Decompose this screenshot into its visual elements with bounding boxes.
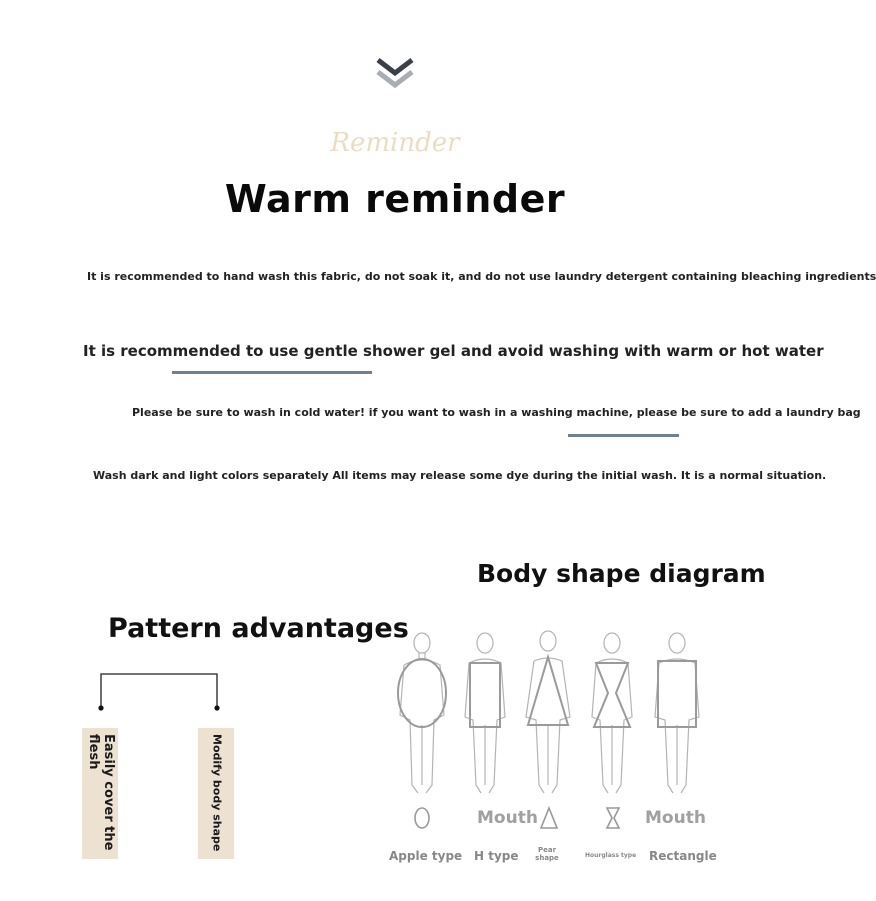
pattern-tag: [198, 728, 234, 859]
pattern-tag-label: Modify body shape: [210, 734, 224, 852]
bracket-connector: [95, 670, 225, 715]
shape-label-h: H type: [474, 849, 519, 863]
rectangle-figure: [655, 633, 699, 793]
shape-label-apple: Apple type: [389, 849, 463, 863]
h-type-figure: [465, 633, 505, 793]
pattern-tag: [82, 728, 118, 859]
body-figures-illustration: [388, 625, 718, 800]
pattern-heading: Pattern advantages: [108, 613, 409, 644]
reminder-line-4: Wash dark and light colors separately All items may release some dye during the initial wash. It is a normal situation.: [93, 469, 827, 482]
body-shape-heading: Body shape diagram: [477, 559, 766, 588]
shape-symbol-text: Mouth: [645, 808, 706, 828]
triangle-shape-icon: [539, 806, 559, 830]
shape-label-pear: Pear shape: [535, 846, 559, 862]
oval-shape-icon: [412, 805, 432, 831]
hourglass-figure: [592, 633, 632, 793]
reminder-script-title: Reminder: [330, 128, 460, 158]
shape-label-hourglass: Hourglass type: [585, 852, 637, 859]
pattern-tag-label: Easily cover the flesh: [86, 734, 116, 851]
double-chevron-down-icon: [375, 55, 415, 91]
page-title: Warm reminder: [224, 177, 566, 221]
underline-decoration: [172, 371, 372, 374]
pear-figure: [526, 631, 570, 793]
reminder-line-1: It is recommended to hand wash this fabric, do not soak it, and do not use laundry detergent containing bleaching ingredients: [87, 270, 876, 283]
shape-symbol-text: Mouth: [477, 808, 538, 828]
shape-label-rectangle: Rectangle: [649, 849, 717, 863]
reminder-line-3: Please be sure to wash in cold water! if you want to wash in a washing machine, please be sure to add a laundry bag: [132, 406, 861, 419]
apple-figure: [398, 633, 446, 793]
hourglass-shape-icon: [603, 805, 623, 831]
reminder-line-2: It is recommended to use gentle shower gel and avoid washing with warm or hot water: [83, 342, 824, 360]
underline-decoration: [568, 434, 679, 437]
